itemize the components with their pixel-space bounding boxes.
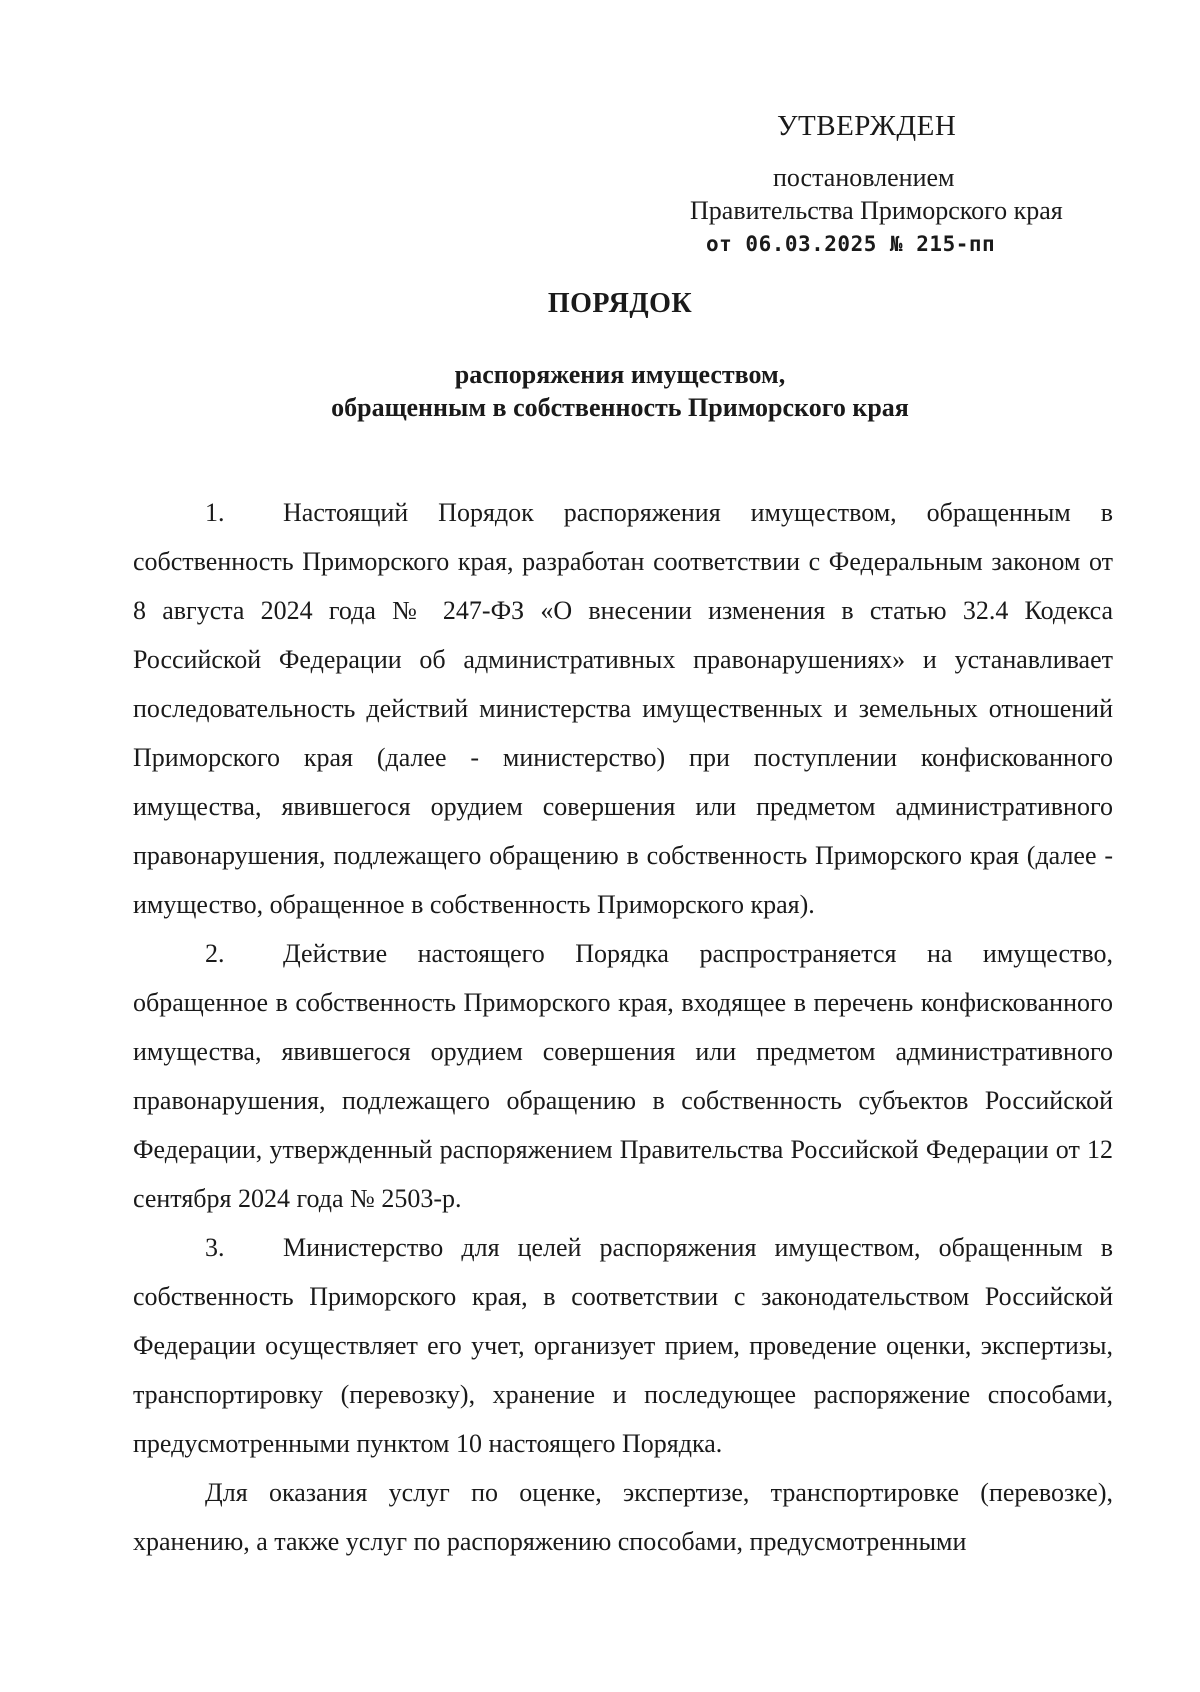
document-subtitle <box>0 358 1200 424</box>
paragraph-number: 3. <box>205 1233 225 1262</box>
document-body <box>133 488 1113 1566</box>
paragraph-1 <box>133 488 1113 929</box>
subtitle-line-2: обращенным в собственность Приморского края <box>331 393 909 422</box>
document-title: ПОРЯДОК <box>547 288 693 319</box>
paragraph-2 <box>133 929 1113 1223</box>
paragraph-4 <box>133 1468 1113 1566</box>
paragraph-text: Действие настоящего Порядка распространяется на имущество, обращенное в собственность Приморского края, входящее в перечень конфискованного имущества, явившегося орудием совершения или предметом административного правонарушения, подлежащего обращению в собственность субъектов Российской Федерации, утвержденный распоряжением Правительства Российской Федерации от 12 сентября 2024 года № 2503-р. <box>133 939 1113 1213</box>
paragraph-text: Для оказания услуг по оценке, экспертизе, транспортировке (перевозке), хранению, а также услуг по распоряжению способами, предусмотренными <box>133 1478 1113 1556</box>
approval-date-number-stamp: от 06.03.2025 № 215-пп <box>706 232 996 256</box>
approval-title: УТВЕРЖДЕН <box>777 110 957 142</box>
paragraph-number: 1. <box>205 498 225 527</box>
paragraph-text: Настоящий Порядок распоряжения имуществом, обращенным в собственность Приморского края, разработан соответствии с Федеральным законом от 8 августа 2024 года № 247-ФЗ «О внесении изменения в статью 32.4 Кодекса Российской Федерации об административных правонарушениях» и устанавливает последовательность действий министерства имущественных и земельных отношений Приморского края (далее - министерство) при поступлении конфискованного имущества, явившегося орудием совершения или предметом административного правонарушения, подлежащего обращению в собственность Приморского края (далее - имущество, обращенное в собственность Приморского края). <box>133 498 1113 919</box>
approval-resolution-label: постановлением <box>773 163 955 192</box>
paragraph-number: 2. <box>205 939 225 968</box>
subtitle-line-1: распоряжения имуществом, <box>454 360 786 389</box>
paragraph-text: Министерство для целей распоряжения имуществом, обращенным в собственность Приморского края, в соответствии с законодательством Российской Федерации осуществляет его учет, организует прием, проведение оценки, экспертизы, транспортировку (перевозку), хранение и последующее распоряжение способами, предусмотренными пунктом 10 настоящего Порядка. <box>133 1233 1113 1458</box>
paragraph-3 <box>133 1223 1113 1468</box>
approval-government-label: Правительства Приморского края <box>690 196 1063 225</box>
